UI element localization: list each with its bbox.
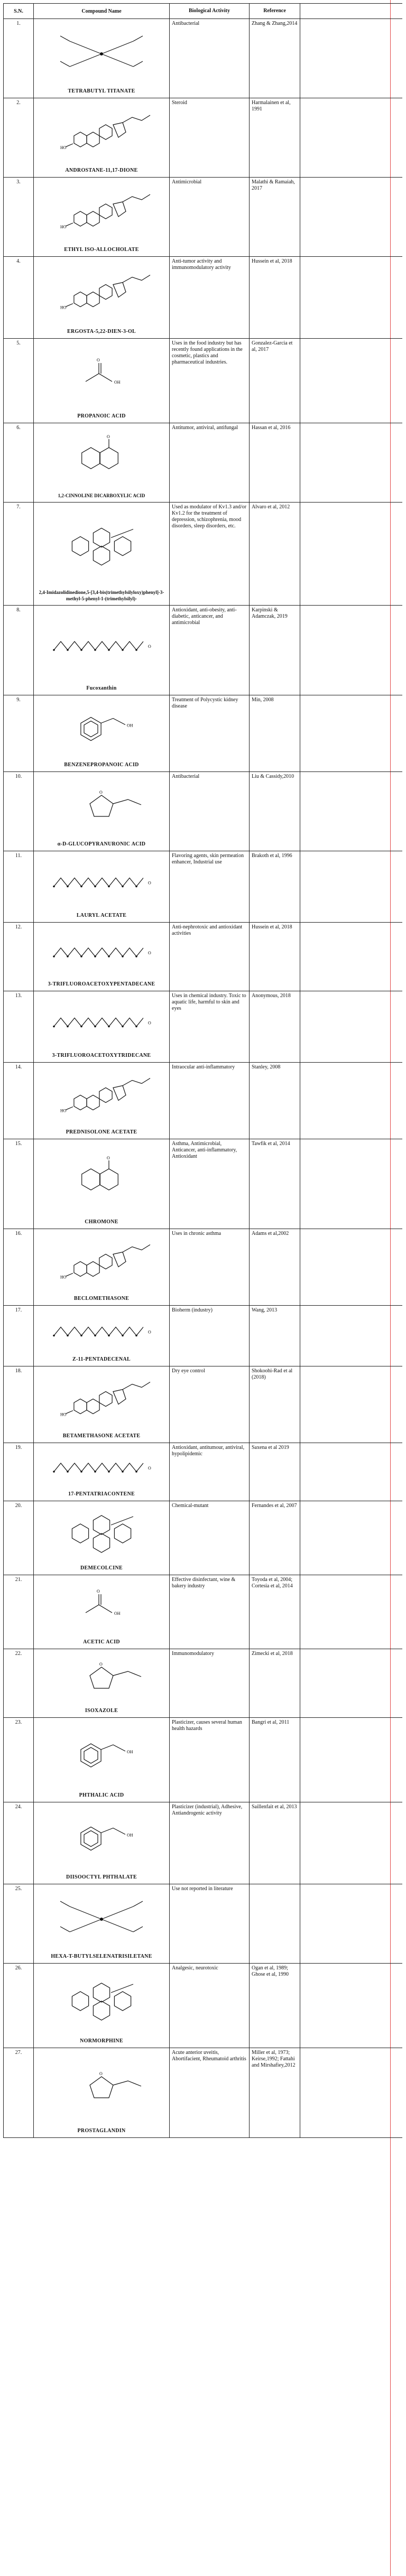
table-row	[3, 1366, 402, 1443]
row-sn: 14.	[4, 1063, 34, 1139]
compound-name: ERGOSTA-5,22-DIEN-3-OL	[67, 329, 136, 334]
biological-activity: Uses in the food industry but has recently found applications in the cosmetic, plastics and pharmaceutical industries.	[170, 339, 250, 423]
row-sn: 22.	[4, 1649, 34, 1717]
table-row	[3, 1306, 402, 1366]
biological-activity: Plasticizer (industrial), Adhesive, Antiandrogenic activity	[170, 1802, 250, 1884]
compound-cell	[34, 1964, 170, 2048]
compound-cell	[34, 257, 170, 338]
row-sn: 10.	[4, 772, 34, 851]
biological-activity: Antibacterial	[170, 19, 250, 98]
reference: Brakoth et al, 1996	[250, 851, 300, 922]
svg-text:HO: HO	[60, 145, 67, 150]
biological-activity: Anti-tumor activity and immunomodulatory activity	[170, 257, 250, 338]
compound-cell	[34, 19, 170, 98]
biological-activity: Flavoring agents, skin permeation enhancer, Industrial use	[170, 851, 250, 922]
chemical-structure-icon	[36, 607, 167, 684]
table-row	[3, 503, 402, 606]
chemical-structure-icon	[36, 924, 167, 980]
table-row	[3, 1718, 402, 1802]
table-row	[3, 991, 402, 1063]
biological-activity: Treatment of Polycystic kidney disease	[170, 695, 250, 771]
chemical-structure-icon	[36, 1965, 167, 2037]
chemical-structure-icon	[36, 993, 167, 1052]
biological-activity: Acute anterior uveitis, Abortifacient, Rheumatoid arthritis	[170, 2048, 250, 2137]
row-sn: 13.	[4, 991, 34, 1062]
reference: Anonymous, 2018	[250, 991, 300, 1062]
table-row	[3, 178, 402, 257]
chemical-structure-icon	[36, 504, 167, 588]
svg-text:O: O	[148, 951, 151, 955]
compound-name: α-D-GLUCOPYRANURONIC ACID	[57, 841, 146, 847]
reference: Fernandes et al, 2007	[250, 1501, 300, 1575]
row-sn: 9.	[4, 695, 34, 771]
chemical-structure-icon	[36, 100, 167, 166]
svg-text:O: O	[99, 790, 103, 795]
compound-cell	[34, 1306, 170, 1366]
compound-name: 3-TRIFLUOROACETOXYTRIDECANE	[52, 1053, 151, 1058]
chemical-structure-icon	[36, 2050, 167, 2127]
compound-name: TETRABUTYL TITANATE	[68, 88, 135, 94]
compound-cell	[34, 772, 170, 851]
reference: Shokoohi-Rad et al (2018)	[250, 1366, 300, 1443]
compound-cell	[34, 1649, 170, 1717]
chemical-structure-icon	[36, 258, 167, 328]
table-row	[3, 695, 402, 772]
compound-name: LAURYL ACETATE	[76, 913, 127, 918]
svg-text:OH: OH	[127, 723, 133, 728]
reference: Liu & Cassidy,2010	[250, 772, 300, 851]
row-sn: 6.	[4, 423, 34, 502]
reference: Miller et al, 1973; Keirse,1992; Fattahi and Mirshafiey,2012	[250, 2048, 300, 2137]
biological-activity: Uses in chronic asthma	[170, 1229, 250, 1305]
header-compound-name: Compound Name	[34, 4, 170, 18]
chemical-structure-icon	[36, 853, 167, 912]
table-row	[3, 1229, 402, 1306]
row-sn: 11.	[4, 851, 34, 922]
svg-text:HO: HO	[60, 305, 67, 310]
compound-name: 3-TRIFLUOROACETOXYPENTADECANE	[48, 981, 155, 987]
svg-text:HO: HO	[60, 1412, 67, 1417]
compound-name: CHROMONE	[85, 1219, 118, 1225]
compound-name: BENZENEPROPANOIC ACID	[64, 762, 139, 768]
reference: Alvaro et al, 2012	[250, 503, 300, 605]
compound-name: PROPANOIC ACID	[77, 413, 126, 419]
svg-text:O: O	[99, 2071, 103, 2076]
reference: Saxena et al 2019	[250, 1443, 300, 1501]
compound-cell	[34, 1443, 170, 1501]
compound-name: ANDROSTANE-11,17-DIONE	[65, 168, 138, 173]
biological-activity: Use not reported in literature	[170, 1884, 250, 1963]
biological-activity: Immunomodulatory	[170, 1649, 250, 1717]
compound-name: NORMORPHINE	[80, 2038, 123, 2044]
svg-text:OH: OH	[127, 1833, 133, 1838]
biological-activity: Bioherm (industry)	[170, 1306, 250, 1366]
row-sn: 7.	[4, 503, 34, 605]
compound-name: 2,4-Imidazolidinedione,5-[3,4-bis(trimethylsilyloxy)phenyl]-3-methyl-5-phenyl-1-(trimethylsilyl)-	[39, 590, 164, 601]
compound-cell	[34, 606, 170, 695]
row-sn: 5.	[4, 339, 34, 423]
svg-text:O: O	[107, 1156, 110, 1160]
compound-cell	[34, 423, 170, 502]
row-sn: 2.	[4, 98, 34, 177]
table-row	[3, 772, 402, 851]
compound-name: 1,2-CINNOLINE DICARBOXYLIC ACID	[58, 493, 145, 498]
row-sn: 4.	[4, 257, 34, 338]
biological-activity: Uses in chemical industry. Toxic to aquatic life, harmful to skin and eyes	[170, 991, 250, 1062]
table-row	[3, 606, 402, 695]
reference: Ogan et al, 1989; Ghose et al, 1990	[250, 1964, 300, 2048]
svg-text:O: O	[148, 644, 151, 649]
reference: Wang, 2013	[250, 1306, 300, 1366]
header-sn: S.N.	[4, 4, 34, 18]
row-sn: 24.	[4, 1802, 34, 1884]
biological-activity: Antitumor, antiviral, antifungal	[170, 423, 250, 502]
biological-activity: Intraocular anti-inflammatory	[170, 1063, 250, 1139]
chemical-structure-icon	[36, 1064, 167, 1128]
table-row	[3, 2048, 402, 2138]
svg-text:OH: OH	[127, 1750, 133, 1754]
row-sn: 23.	[4, 1718, 34, 1802]
table-row	[3, 1884, 402, 1964]
svg-text:O: O	[148, 1020, 151, 1026]
compound-name: Fucoxanthin	[86, 685, 117, 691]
compound-cell	[34, 991, 170, 1062]
table-row	[3, 98, 402, 178]
compound-cell	[34, 1575, 170, 1649]
row-sn: 26.	[4, 1964, 34, 2048]
reference	[250, 1884, 300, 1963]
biological-activity: Analgesic, neurotoxic	[170, 1964, 250, 2048]
chemical-structure-icon	[36, 774, 167, 840]
compound-cell	[34, 98, 170, 177]
row-sn: 18.	[4, 1366, 34, 1443]
header-biological-activity: Biological Activity	[170, 4, 250, 18]
chemical-structure-icon	[36, 1368, 167, 1432]
biological-activity: Asthma, Antimicrobial, Anticancer, anti-inflammatory, Antioxidant	[170, 1139, 250, 1229]
svg-text:O: O	[97, 358, 100, 362]
table-row	[3, 1802, 402, 1884]
compound-table	[3, 3, 402, 2138]
biological-activity: Antioxidant, antitumour, antiviral, hypolipidemic	[170, 1443, 250, 1501]
svg-text:HO: HO	[60, 1108, 67, 1113]
svg-text:O: O	[107, 434, 110, 439]
compound-name: ACETIC ACID	[83, 1639, 120, 1645]
table-row	[3, 923, 402, 991]
compound-name: PHTHALIC ACID	[79, 1792, 124, 1798]
compound-name: Z-11-PENTADECENAL	[72, 1356, 131, 1362]
table-row	[3, 339, 402, 423]
compound-cell	[34, 1802, 170, 1884]
table-row	[3, 257, 402, 339]
table-row	[3, 423, 402, 503]
biological-activity: Antibacterial	[170, 772, 250, 851]
reference: Min, 2008	[250, 695, 300, 771]
reference: Zimecki et al, 2018	[250, 1649, 300, 1717]
table-row	[3, 1649, 402, 1718]
chemical-structure-icon	[36, 1804, 167, 1873]
row-sn: 8.	[4, 606, 34, 695]
row-sn: 21.	[4, 1575, 34, 1649]
table-row	[3, 19, 402, 98]
chemical-structure-icon	[36, 1141, 167, 1218]
reference: Harmalainen et al, 1991	[250, 98, 300, 177]
chemical-structure-icon	[36, 179, 167, 246]
chemical-structure-icon	[36, 21, 167, 87]
reference: Tawfik et al, 2014	[250, 1139, 300, 1229]
compound-cell	[34, 178, 170, 256]
compound-name: ISOXAZOLE	[85, 1708, 118, 1714]
reference: Saillenfait et al, 2013	[250, 1802, 300, 1884]
biological-activity: Anti-nephrotoxic and antioxidant activities	[170, 923, 250, 991]
row-sn: 15.	[4, 1139, 34, 1229]
compound-cell	[34, 1063, 170, 1139]
chemical-structure-icon	[36, 1307, 167, 1355]
compound-name: BECLOMETHASONE	[73, 1296, 130, 1301]
compound-cell	[34, 923, 170, 991]
chemical-structure-icon	[36, 340, 167, 412]
chemical-structure-icon	[36, 1886, 167, 1952]
table-row	[3, 1443, 402, 1501]
row-sn: 3.	[4, 178, 34, 256]
compound-cell	[34, 503, 170, 605]
chemical-structure-icon	[36, 1503, 167, 1564]
chemical-structure-icon	[36, 1577, 167, 1638]
reference: Hassan et al, 2016	[250, 423, 300, 502]
compound-name: HEXA-T-BUTYLSELENATRISILETANE	[51, 1954, 152, 1959]
compound-cell	[34, 1501, 170, 1575]
biological-activity: Dry eye control	[170, 1366, 250, 1443]
biological-activity: Steroid	[170, 98, 250, 177]
reference: Toyoda et al, 2004; Cortesia et al, 2014	[250, 1575, 300, 1649]
reference: Hussein et al, 2018	[250, 257, 300, 338]
row-sn: 19.	[4, 1443, 34, 1501]
svg-text:O: O	[148, 1466, 151, 1471]
table-row	[3, 851, 402, 923]
table-row	[3, 1063, 402, 1139]
chemical-structure-icon	[36, 697, 167, 761]
chemical-structure-icon	[36, 1231, 167, 1295]
compound-name: 17-PENTATRIACONTENE	[68, 1491, 135, 1497]
svg-text:O: O	[99, 1662, 103, 1667]
table-row	[3, 1964, 402, 2048]
reference: Stanley, 2008	[250, 1063, 300, 1139]
reference: Gonzalez-Garcia et al, 2017	[250, 339, 300, 423]
compound-cell	[34, 695, 170, 771]
chemical-structure-icon	[36, 1445, 167, 1490]
compound-cell	[34, 1884, 170, 1963]
reference: Karpinski & Adamczak, 2019	[250, 606, 300, 695]
row-sn: 17.	[4, 1306, 34, 1366]
row-sn: 20.	[4, 1501, 34, 1575]
compound-name: DIISOOCTYL PHTHALATE	[66, 1874, 137, 1880]
compound-cell	[34, 1229, 170, 1305]
row-sn: 27.	[4, 2048, 34, 2137]
reference: Malathi & Ramaiah, 2017	[250, 178, 300, 256]
compound-cell	[34, 339, 170, 423]
svg-text:HO: HO	[60, 1275, 67, 1280]
compound-name: DEMECOLCINE	[80, 1565, 123, 1571]
reference: Bangri et al, 2011	[250, 1718, 300, 1802]
reference: Hussein et al, 2018	[250, 923, 300, 991]
table-row	[3, 1575, 402, 1649]
biological-activity: Used as modulator of Kv1.3 and/or Kv1.2 for the treatment of depression, schizophrenia, mood disorders, sleep disorders, etc.	[170, 503, 250, 605]
compound-cell	[34, 1718, 170, 1802]
compound-cell	[34, 2048, 170, 2137]
reference: Adams et al,2002	[250, 1229, 300, 1305]
svg-text:O: O	[148, 880, 151, 886]
biological-activity: Antioxidant, anti-obesity, anti-diabetic, anticancer, and antimicrobial	[170, 606, 250, 695]
compound-cell	[34, 1366, 170, 1443]
biological-activity: Chemical-mutant	[170, 1501, 250, 1575]
svg-text:HO: HO	[60, 225, 67, 229]
row-sn: 16.	[4, 1229, 34, 1305]
compound-cell	[34, 1139, 170, 1229]
compound-name: BETAMETHASONE ACETATE	[62, 1433, 141, 1439]
svg-text:O: O	[97, 1589, 100, 1594]
header-reference: Reference	[250, 4, 300, 18]
table-row	[3, 1139, 402, 1229]
compound-name: PROSTAGLANDIN	[77, 2128, 126, 2134]
compound-name: ETHYL ISO-ALLOCHOLATE	[64, 247, 139, 253]
table-row	[3, 1501, 402, 1575]
row-sn: 12.	[4, 923, 34, 991]
biological-activity: Plasticizer, causes several human health hazards	[170, 1718, 250, 1802]
compound-name: PREDNISOLONE ACETATE	[66, 1129, 137, 1135]
chemical-structure-icon	[36, 425, 167, 491]
reference: Zhang & Zhang,2014	[250, 19, 300, 98]
biological-activity: Antimicrobial	[170, 178, 250, 256]
svg-text:OH: OH	[114, 380, 121, 385]
compound-cell	[34, 851, 170, 922]
svg-text:OH: OH	[114, 1611, 121, 1616]
row-sn: 1.	[4, 19, 34, 98]
table-header-row	[3, 3, 402, 19]
biological-activity: Effective disinfectant, wine & bakery industry	[170, 1575, 250, 1649]
chemical-structure-icon	[36, 1719, 167, 1791]
chemical-structure-icon	[36, 1651, 167, 1707]
svg-text:O: O	[148, 1329, 151, 1335]
row-sn: 25.	[4, 1884, 34, 1963]
